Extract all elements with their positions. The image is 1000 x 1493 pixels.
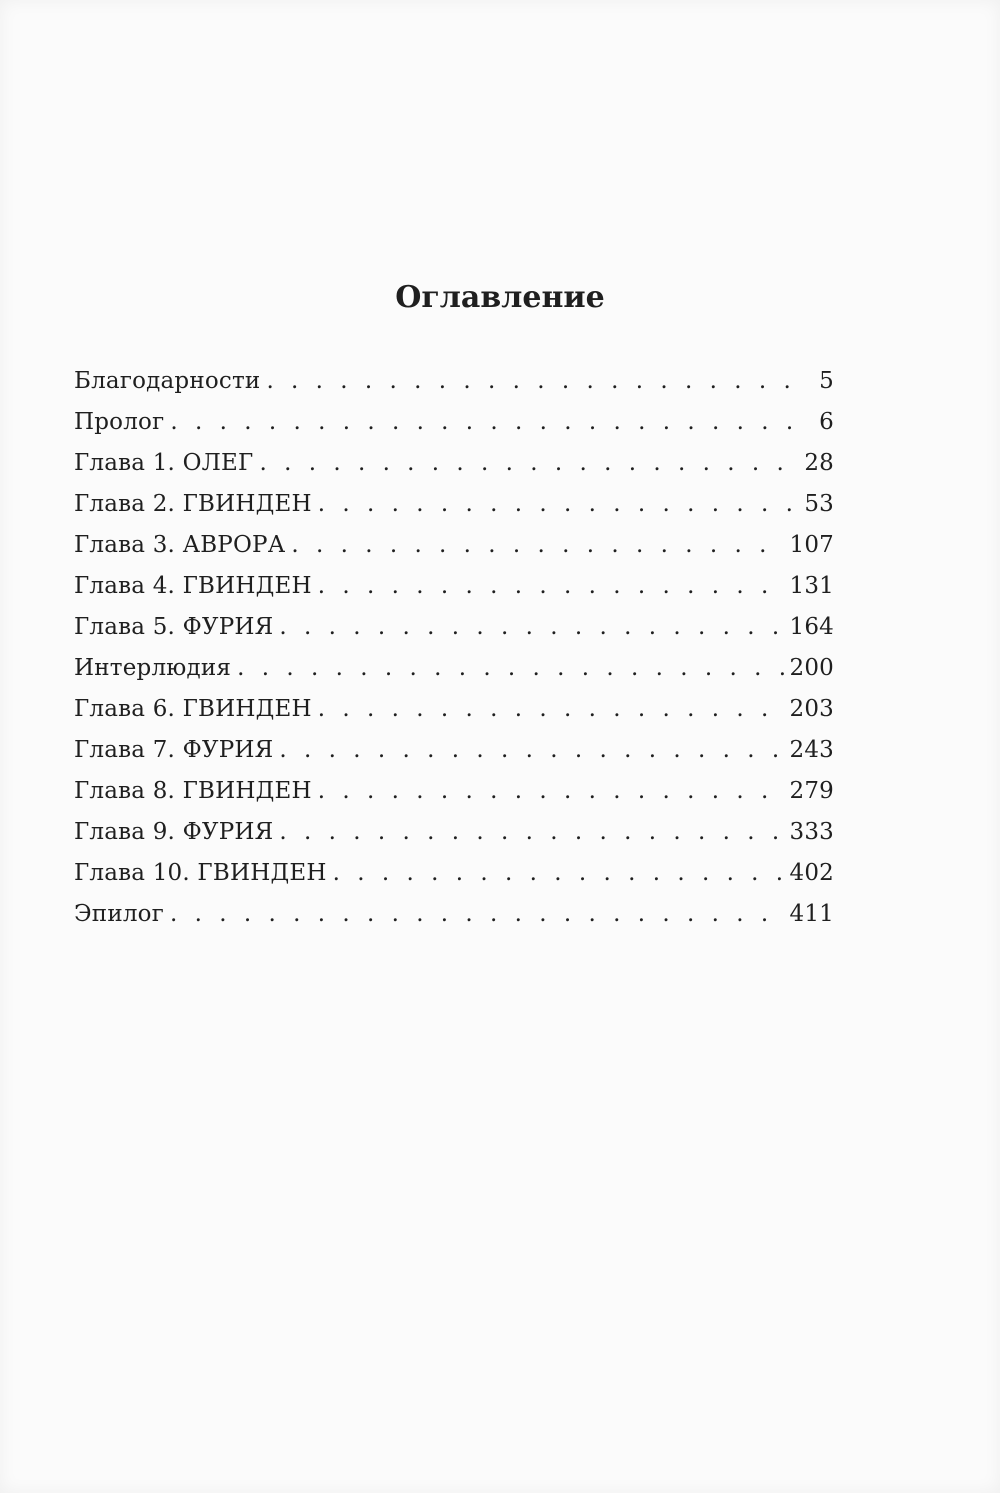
toc-dot-leader (291, 525, 783, 566)
toc-entry-page: 402 (789, 860, 834, 886)
toc-entry (74, 689, 834, 730)
toc-dot-leader (259, 443, 798, 484)
toc-entry (74, 525, 834, 566)
toc-entry-page: 28 (804, 450, 834, 476)
toc-title: Оглавление (395, 280, 605, 315)
toc-entry (74, 894, 834, 935)
toc-dot-leader (279, 730, 783, 771)
toc-entry-page: 279 (789, 778, 834, 804)
toc-entry (74, 443, 834, 484)
toc-entry-page: 107 (789, 532, 834, 558)
toc-entry-label: Глава 2. ГВИНДЕН (74, 491, 312, 517)
toc-dot-leader (279, 812, 783, 853)
toc-entry-label: Интерлюдия (74, 655, 232, 681)
toc-entry (74, 607, 834, 648)
toc-list (74, 361, 834, 935)
toc-entry-label: Глава 7. ФУРИЯ (74, 737, 274, 763)
toc-entry-page: 411 (789, 901, 834, 927)
toc-dot-leader (170, 402, 808, 443)
toc-entry-page: 203 (789, 696, 834, 722)
toc-entry-page: 200 (789, 655, 834, 681)
toc-entry-page: 333 (789, 819, 834, 845)
toc-entry (74, 812, 834, 853)
toc-entry-page: 5 (819, 368, 834, 394)
toc-entry-label: Глава 6. ГВИНДЕН (74, 696, 312, 722)
toc-entry (74, 361, 834, 402)
toc-entry-label: Глава 10. ГВИНДЕН (74, 860, 327, 886)
toc-dot-leader (279, 607, 783, 648)
toc-entry-label: Пролог (74, 409, 165, 435)
toc-dot-leader (318, 566, 784, 607)
toc-entry-label: Глава 4. ГВИНДЕН (74, 573, 312, 599)
toc-entry-label: Эпилог (74, 901, 164, 927)
toc-entry-label: Глава 5. ФУРИЯ (74, 614, 274, 640)
toc-entry-page: 53 (804, 491, 834, 517)
toc-dot-leader (318, 771, 784, 812)
toc-dot-leader (237, 648, 783, 689)
toc-entry-label: Глава 9. ФУРИЯ (74, 819, 274, 845)
toc-entry (74, 648, 834, 689)
toc-entry (74, 566, 834, 607)
toc-entry (74, 402, 834, 443)
toc-entry-page: 243 (789, 737, 834, 763)
toc-entry (74, 730, 834, 771)
toc-dot-leader (318, 484, 799, 525)
toc-dot-leader (266, 361, 808, 402)
toc-dot-leader (333, 853, 784, 894)
toc-entry (74, 853, 834, 894)
toc-entry (74, 484, 834, 525)
toc-entry-page: 131 (789, 573, 834, 599)
toc-entry-label: Благодарности (74, 368, 261, 394)
toc-dot-leader (170, 894, 784, 935)
toc-entry-label: Глава 8. ГВИНДЕН (74, 778, 312, 804)
toc-entry-page: 6 (819, 409, 834, 435)
toc-dot-leader (318, 689, 784, 730)
toc-entry-label: Глава 1. ОЛЕГ (74, 450, 254, 476)
toc-entry (74, 771, 834, 812)
toc-entry-label: Глава 3. АВРОРА (74, 532, 286, 558)
toc-entry-page: 164 (789, 614, 834, 640)
